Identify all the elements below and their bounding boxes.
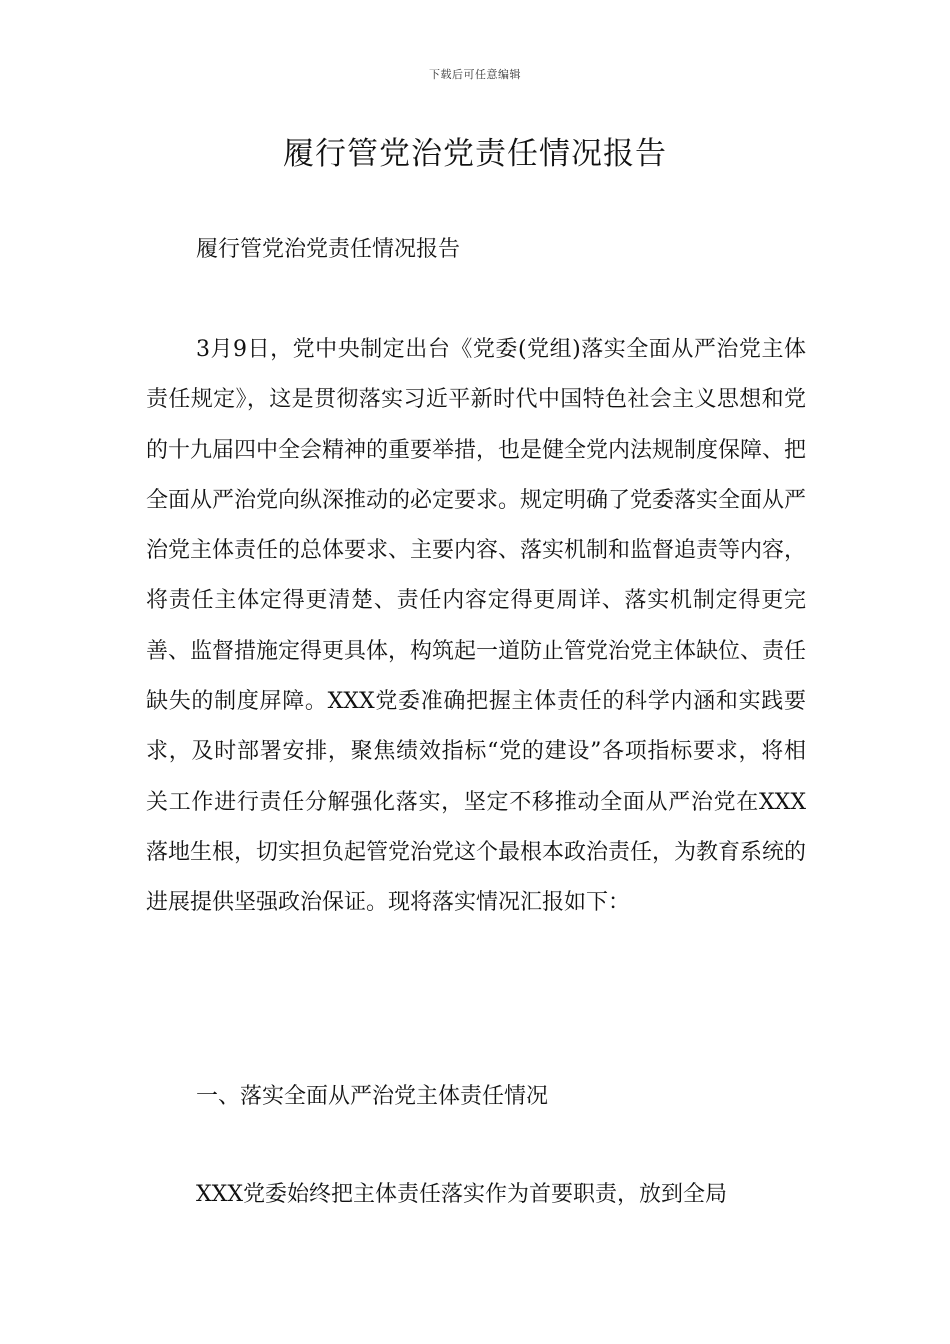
section-heading: 一、落实全面从严治党主体责任情况	[196, 1084, 549, 1109]
document-subtitle: 履行管党治党责任情况报告	[196, 237, 461, 262]
header-note: 下载后可任意编辑	[429, 68, 521, 81]
section-paragraph: XXX党委始终把主体责任落实作为首要职责，放到全局	[196, 1182, 727, 1207]
intro-paragraph: 3月9日，党中央制定出台《党委(党组)落实全面从严治党主体责任规定》，这是贯彻落实习近平新时代中国特色社会主义思想和党的十九届四中全会精神的重要举措，也是健全党内法规制度保障、把全面从严治党向纵深推动的必定要求。规定明确了党委落实全面从严治党主体责任的总体要求、主要内容、落实机制和监督追责等内容，将责任主体定得更清楚、责任内容定得更周详、落实机制定得更完善、监督措施定得更具体，构筑起一道防止管党治党主体缺位、责任缺失的制度屏障。XXX党委准确把握主体责任的科学内涵和实践要求，及时部署安排，聚焦绩效指标“党的建设”各项指标要求，将相关工作进行责任分解强化落实，坚定不移推动全面从严治党在XXX落地生根，切实担负起管党治党这个最根本政治责任，为教育系统的进展提供坚强政治保证。现将落实情况汇报如下：	[146, 337, 807, 916]
document-title: 履行管党治党责任情况报告	[283, 136, 667, 172]
